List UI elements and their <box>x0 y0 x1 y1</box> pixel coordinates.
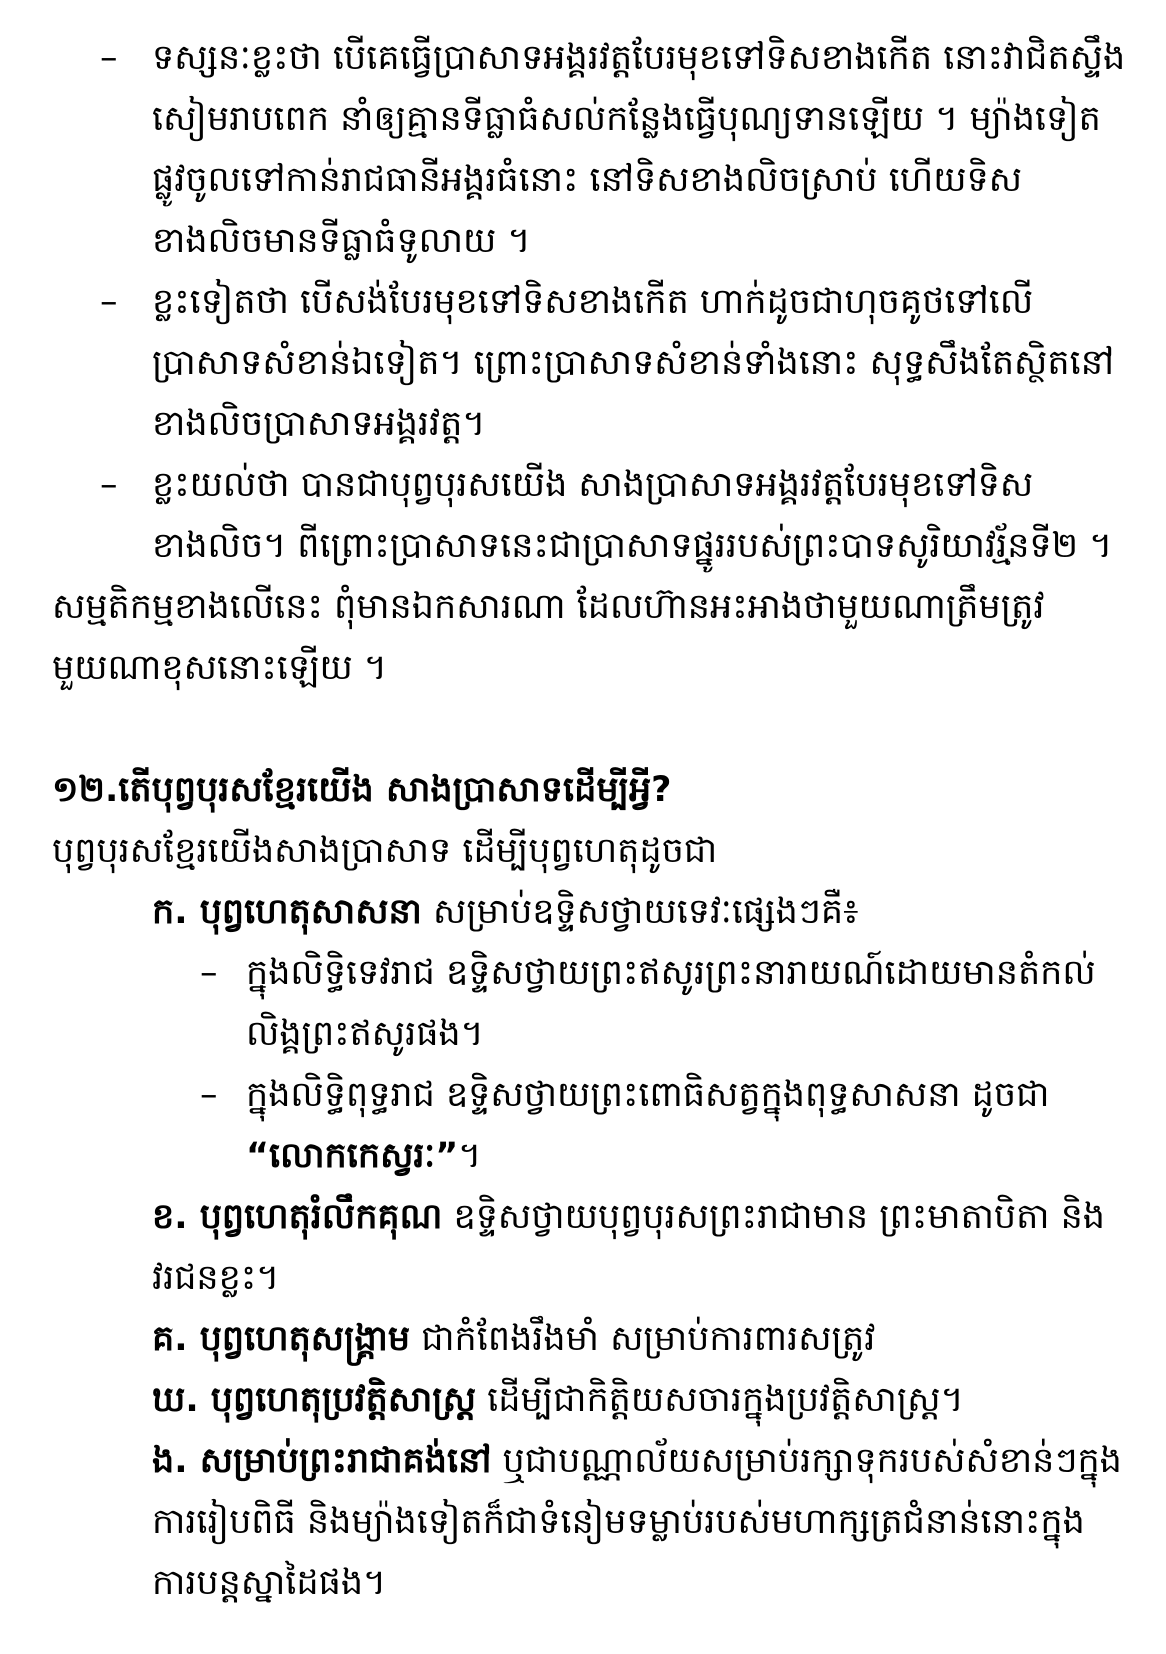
reason-label: ឃ. បុព្វហេតុប្រវត្តិសាស្ត្រ <box>152 1380 477 1420</box>
reason-history <box>0 1370 1166 1431</box>
opinion-text: ខ្លះទៀតថា បើសង់បែរមុខទៅទិសខាងកើត ហាក់ដូចជាហុចគូថទៅលើប្រាសាទសំខាន់ឯទៀត។ ព្រោះប្រាសាទសំខាន់ទាំងនោះ សុទ្ធសឹងតែស្ថិតនៅខាងលិចប្រាសាទអង្គរវត្ត។ <box>152 282 1115 444</box>
opinion-item-3 <box>0 455 1166 577</box>
question-heading: ១២.តើបុព្វបុរសខ្មែរយើង សាងប្រាសាទដើម្បីអ្វី? <box>52 770 672 810</box>
conclusion-paragraph: សម្មតិកម្មខាងលើនេះ ពុំមានឯកសារណា ដែលហ៊ានអះអាងថាមួយណាត្រឹមត្រូវ មួយណាខុសនោះឡើយ ។ <box>52 587 1045 688</box>
opinion-text: ខ្លះយល់ថា បានជាបុព្វបុរសយើង សាងប្រាសាទអង្គរវត្តបែរមុខទៅទិសខាងលិច។ ពីព្រោះប្រាសាទនេះជាប្រាសាទផ្នូររបស់ព្រះបាទសូរិយាវរ្ម័នទី២ ។ <box>152 465 1113 566</box>
dash-marker: – <box>200 1075 218 1115</box>
dash-marker: – <box>100 465 118 505</box>
religion-item-text: ក្នុងលិទ្ធិពុទ្ធរាជ ឧទ្ទិសថ្វាយព្រះពោធិសត្វក្នុងពុទ្ធសាសនា ដូចជា <box>246 1075 1050 1115</box>
religion-item-1 <box>0 943 1166 1065</box>
dash-marker: – <box>100 282 118 322</box>
opinion-item-1 <box>0 28 1166 272</box>
reason-war <box>0 1309 1166 1370</box>
reason-label: គ. បុព្វហេតុសង្គ្រាម <box>152 1319 411 1359</box>
reason-label: ក. បុព្វហេតុសាសនា <box>152 892 422 932</box>
religion-item-text: ក្នុងលិទ្ធិទេវរាជ ឧទ្ទិសថ្វាយព្រះឥសូរព្រះនារាយណ៍ដោយមានតំកល់លិង្គព្រះឥសូរផង។ <box>246 953 1096 1054</box>
opinion-text: ទស្សនៈខ្លះថា បើគេធ្វើប្រាសាទអង្គរវត្តបែរមុខទៅទិសខាងកើត នោះវាជិតស្ទឹងសៀមរាបពេក នាំឲ្យគ្មានទីធ្លាធំសល់កន្លែងធ្វើបុណ្យទានឡើយ ។ ម្យ៉ាងទៀត ផ្លូវចូលទៅកាន់រាជធានីអង្គរធំនោះ នៅទិសខាងលិចស្រាប់ ហើយទិសខាងលិចមានទីធ្លាធំទូលាយ ។ <box>152 38 1126 261</box>
reason-text: ជាកំពែងរឹងមាំ សម្រាប់ការពារសត្រូវ <box>410 1319 876 1359</box>
dash-marker: – <box>100 38 118 78</box>
reason-religion <box>0 882 1166 943</box>
reason-text: ដើម្បីជាកិត្តិយសចារក្នុងប្រវត្តិសាស្ត្រ។ <box>476 1380 964 1420</box>
religion-item-end: ។ <box>458 1136 482 1176</box>
reason-gratitude <box>0 1187 1166 1309</box>
answer-intro: បុព្វបុរសខ្មែរយើងសាងប្រាសាទ ដើម្បីបុព្វហេតុដូចជា <box>52 831 718 871</box>
reason-text: ឬជាបណ្ណាល័យសម្រាប់រក្សាទុករបស់សំខាន់ៗក្នុងការរៀបពិធី និងម្យ៉ាងទៀតក៏ជាទំនៀមទម្លាប់របស់មហាក្សត្រជំនាន់នោះក្នុងការបន្តស្នាដៃផង។ <box>152 1441 1122 1603</box>
dash-marker: – <box>200 953 218 993</box>
reason-text: សម្រាប់ឧទ្ទិសថ្វាយទេវៈផ្សេងៗគឺ៖ <box>421 892 859 932</box>
spacer <box>0 699 1166 760</box>
reason-king-residence <box>0 1431 1166 1614</box>
opinion-item-2 <box>0 272 1166 455</box>
reason-label: ខ. បុព្វហេតុរំលឹកគុណ <box>152 1197 443 1237</box>
religion-item-2 <box>0 1065 1166 1187</box>
bodhisattva-name: “លោកកេស្វរៈ” <box>246 1136 459 1176</box>
reason-label: ង. សម្រាប់ព្រះរាជាគង់នៅ <box>152 1441 492 1481</box>
reason-text: ឧទ្ទិសថ្វាយបុព្វបុរសព្រះរាជាមាន ព្រះមាតាបិតា និង វរជនខ្លះ។ <box>152 1197 1105 1298</box>
